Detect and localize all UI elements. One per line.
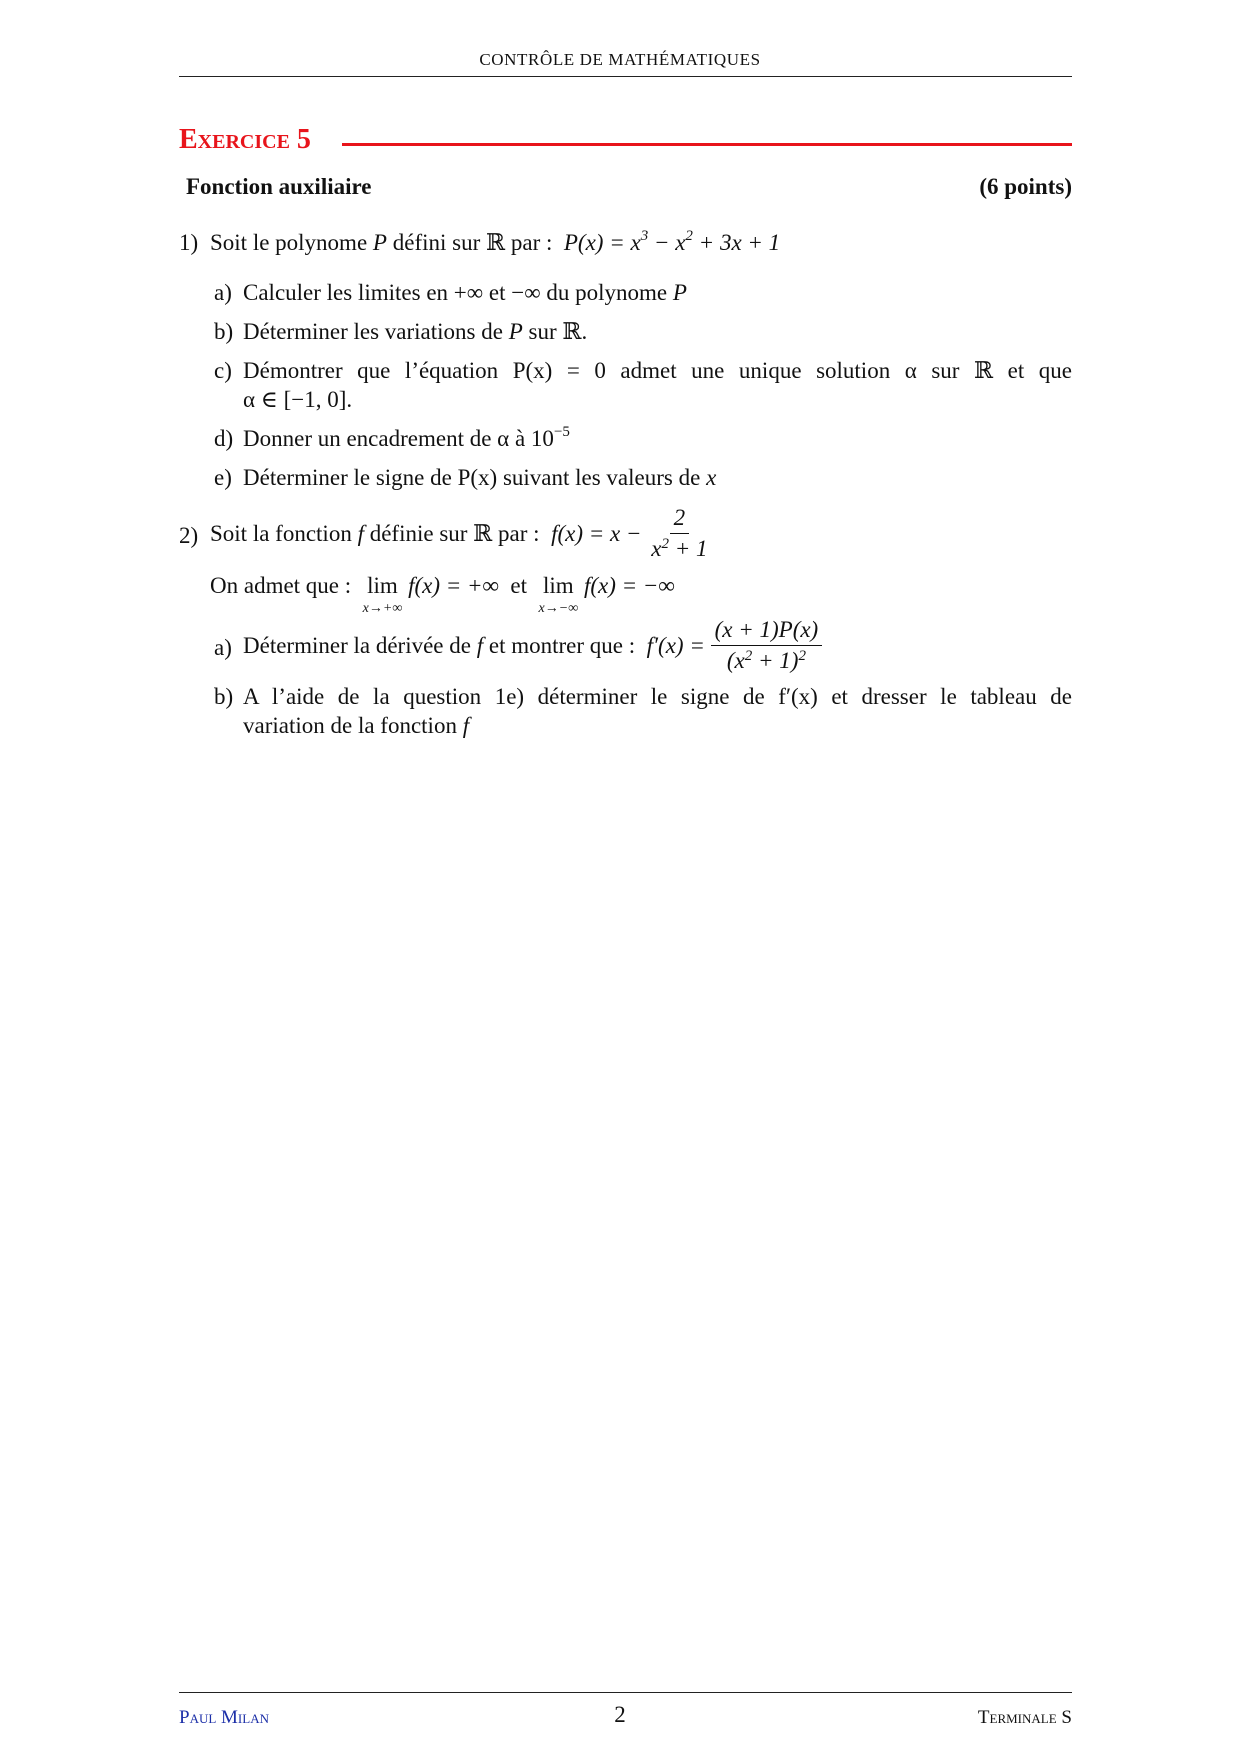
footer-level: Terminale S <box>977 1707 1072 1728</box>
q2a-label: a) <box>214 635 232 660</box>
function-formula-lhs: f(x) = x − <box>551 521 642 547</box>
admet-text: On admet que : <box>210 573 352 598</box>
formula-exponent: 3 <box>640 228 649 244</box>
question-1-statement <box>210 229 780 257</box>
q1d-exponent: −5 <box>553 424 570 440</box>
q1b-body: Déterminer les variations de <box>243 319 503 344</box>
q1b-text <box>243 318 587 346</box>
lim-word: lim <box>543 573 574 598</box>
q1a-text <box>243 279 687 307</box>
q1e-var: x <box>706 465 717 490</box>
q2a-text <box>243 617 822 675</box>
polynomial-formula <box>564 230 780 255</box>
q2b-label: b) <box>214 684 234 709</box>
exercise-points: (6 points) <box>979 174 1072 199</box>
q2a-var: f <box>476 633 484 659</box>
et-text: et <box>510 573 528 598</box>
fraction-numerator: 2 <box>670 505 690 534</box>
header-rule <box>179 76 1072 77</box>
question-2-number: 2) <box>179 523 199 548</box>
formula-part: − x <box>648 230 686 255</box>
q2b-var: f <box>462 713 470 738</box>
den-exponent: 2 <box>798 648 806 665</box>
question-1-number: 1) <box>179 230 199 255</box>
lim-subscript: x→−∞ <box>538 600 579 616</box>
function-fraction <box>647 505 711 563</box>
q2b-line-2 <box>243 712 469 740</box>
q1b-var: P <box>508 319 523 344</box>
formula-exponent: 2 <box>685 228 693 244</box>
exercise-subtitle: Fonction auxiliaire <box>186 174 372 199</box>
q1a-var: P <box>672 280 687 305</box>
q1d-text <box>243 425 570 453</box>
formula-part: + 3x + 1 <box>692 230 781 255</box>
question-1-mid: défini sur ℝ par : <box>392 230 553 255</box>
question-1-text: Soit le polynome <box>210 230 368 255</box>
q1c-line-2: α ∈ [−1, 0]. <box>243 387 353 412</box>
limit-1 <box>363 572 403 616</box>
q1e-text <box>243 464 716 492</box>
q2b-line-1: A l’aide de la question 1e) déterminer le signe de f′(x) et dresser le tableau de <box>243 684 1072 709</box>
q1d-label: d) <box>214 426 234 451</box>
page-header-title: CONTRÔLE DE MATHÉMATIQUES <box>479 50 761 69</box>
denominator-base: x <box>651 536 662 562</box>
limit-2 <box>539 572 579 616</box>
lim-word: lim <box>367 573 398 598</box>
q1a-body: Calculer les limites en +∞ et −∞ du polynome <box>243 280 668 305</box>
exercise-title-rule <box>342 143 1072 146</box>
exercise-title: Exercice 5 <box>179 124 311 155</box>
question-2-statement <box>210 505 711 563</box>
footer-rule <box>179 1692 1072 1693</box>
formula-part: P(x) = x <box>563 230 641 255</box>
derivative-denominator <box>723 646 810 674</box>
denominator-post: + 1 <box>668 536 708 562</box>
q1b-post: sur ℝ. <box>528 319 588 344</box>
den-part: (x <box>726 648 745 674</box>
limits-statement <box>210 572 675 616</box>
derivative-lhs: f′(x) = <box>646 633 705 659</box>
denominator-exponent: 2 <box>661 536 669 553</box>
question-2-mid: définie sur ℝ par : <box>369 521 540 547</box>
lim-subscript: x→+∞ <box>362 600 403 616</box>
q1d-body: Donner un encadrement de α à 10 <box>243 426 554 451</box>
limit-1-expression: f(x) = +∞ <box>408 573 499 598</box>
q2a-mid: et montrer que : <box>488 633 636 659</box>
den-exponent: 2 <box>744 648 753 665</box>
q1b-label: b) <box>214 319 234 344</box>
q1e-label: e) <box>214 465 232 490</box>
question-2-var: f <box>357 521 364 547</box>
q1a-label: a) <box>214 280 232 305</box>
derivative-numerator: (x + 1)P(x) <box>711 617 823 646</box>
fraction-denominator <box>647 534 711 562</box>
limit-2-expression: f(x) = −∞ <box>583 573 675 598</box>
page-number: 2 <box>614 1702 626 1727</box>
derivative-fraction <box>711 617 823 675</box>
q1e-body: Déterminer le signe de P(x) suivant les valeurs de <box>243 465 701 490</box>
q2b-body: variation de la fonction <box>243 713 457 738</box>
question-2-text: Soit la fonction <box>210 521 352 547</box>
q2a-body: Déterminer la dérivée de <box>243 633 471 659</box>
q1c-line-1: Démontrer que l’équation P(x) = 0 admet une unique solution α sur ℝ et que <box>243 358 1072 383</box>
den-part: + 1) <box>752 648 799 674</box>
footer-author: Paul Milan <box>179 1707 269 1728</box>
question-1-var: P <box>372 230 387 255</box>
q1c-label: c) <box>214 358 232 383</box>
